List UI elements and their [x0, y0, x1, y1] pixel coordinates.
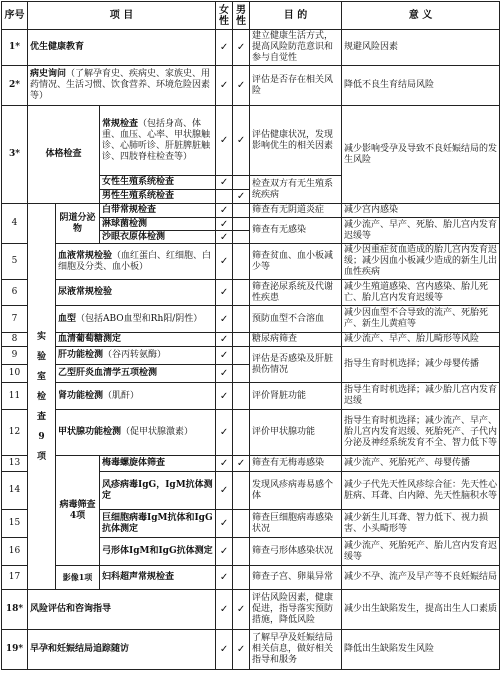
sub-item: 沙眼衣原体检测: [100, 231, 216, 244]
row-no: 14: [2, 472, 28, 510]
male-empty: [233, 218, 250, 231]
male-empty: [233, 280, 250, 306]
row-meaning: 减少子代先天性风疹综合征：先天性心脏病、耳聋、白内障、先天性脑积水等: [342, 472, 500, 510]
male-empty: [233, 383, 250, 410]
table-header-row: [2, 2, 500, 30]
row-meaning: 指导生育时机选择；减少流产、早产、胎儿宫内发育迟缓、死胎死产、子代内分泌及神经系统发育不全、智力低下等: [342, 410, 500, 456]
table-row: [2, 66, 500, 106]
table-row: [2, 347, 500, 365]
male-empty: [233, 231, 250, 244]
male-check: ✓: [233, 190, 250, 204]
female-check: ✓: [216, 231, 233, 244]
female-check: ✓: [216, 383, 233, 410]
table-row: [2, 244, 500, 280]
row-no: 8: [2, 333, 28, 347]
header-meaning: 意 义: [342, 2, 500, 30]
male-empty: [233, 472, 250, 510]
male-empty: [233, 538, 250, 566]
row-no: 9: [2, 347, 28, 365]
table-row: [2, 456, 500, 472]
row-meaning: 减少新生儿耳聋、智力低下、视力损害、小头畸形等: [342, 510, 500, 538]
row-no: 7: [2, 306, 28, 333]
row-meaning: 减少因重症贫血造成的胎儿宫内发育迟缓；减少因血小板减少造成的新生儿出血性疾病: [342, 244, 500, 280]
row-item: 乙型肝炎血清学五项检测: [56, 365, 216, 383]
row-purpose: 评价肾脏功能: [250, 383, 342, 410]
table-row: [2, 410, 500, 456]
row-purpose: 评估健康状况，发现影响优生的相关因素: [250, 106, 342, 176]
row-item: 优生健康教育: [28, 30, 216, 66]
male-empty: [233, 333, 250, 347]
row-no: 3*: [2, 106, 28, 204]
header-item: 项 目: [28, 2, 216, 30]
item-detail: （包括身高、体重、血压、心率、甲状腺触诊、心肺听诊、肝脏脾脏触诊、四肢脊柱检查等）: [102, 118, 211, 162]
row-item: 血清葡萄糖测定: [56, 333, 216, 347]
row-purpose: 评估风险因素，健康促进，指导落实预防措施，降低风险: [250, 590, 342, 630]
table-row: [2, 383, 500, 410]
row-purpose: 检查双方有无生殖系统疾病: [250, 176, 342, 204]
table-row: [2, 280, 500, 306]
table-row: [2, 590, 500, 630]
header-no: 序号: [2, 2, 28, 30]
item-detail: （血红蛋白、红细胞、白细胞及分类、血小板）: [58, 250, 212, 272]
male-check: ✓: [233, 66, 250, 106]
male-empty: [233, 204, 250, 218]
female-check: ✓: [216, 566, 233, 590]
item-detail: （包括ABO血型和Rh阳/阴性）: [76, 313, 203, 324]
male-empty: [233, 566, 250, 590]
female-check: ✓: [216, 204, 233, 218]
row-no: 11: [2, 383, 28, 410]
row-purpose: 评估是否感染及肝脏损伤情况: [250, 347, 342, 383]
sub-item: 风疹病毒IgG，IgM抗体测定: [100, 472, 216, 510]
table-row: [2, 333, 500, 347]
row-no: 19*: [2, 630, 28, 670]
row-purpose: 了解早孕及妊娠结局相关信息，做好相关指导和服务: [250, 630, 342, 670]
female-check: ✓: [216, 347, 233, 365]
row-meaning: 减少流产、早产、死胎、胎儿宫内发育迟缓等: [342, 218, 500, 244]
item-detail: （肌酐）: [103, 390, 140, 401]
row-meaning: 降低出生缺陷发生风险: [342, 630, 500, 670]
row-meaning: 减少不孕、流产及早产等不良妊娠结局: [342, 566, 500, 590]
row-meaning: 减少流产、死胎死产、胎儿宫内发育迟缓等: [342, 538, 500, 566]
sub-item: 男性生殖系统检查: [100, 190, 216, 204]
male-check: ✓: [233, 30, 250, 66]
row-meaning: 规避风险因素: [342, 30, 500, 66]
male-empty: [233, 365, 250, 383]
imaging-group-label: 影像1项: [56, 566, 100, 590]
sub-item: 妇科超声常规检查: [100, 566, 216, 590]
eugenics-checkup-table: [1, 1, 500, 670]
row-no: 2*: [2, 66, 28, 106]
row-no: 6: [2, 280, 28, 306]
row-no: 17: [2, 566, 28, 590]
male-empty: [233, 176, 250, 190]
row-meaning: 减少流产、死胎死产、母婴传播: [342, 456, 500, 472]
row-meaning: 减少因血型不合导致的流产、死胎死产、新生儿黄疸等: [342, 306, 500, 333]
row-purpose: 筛查子宫、卵巢异常: [250, 566, 342, 590]
sub-item: 白带常规检查: [100, 204, 216, 218]
male-empty: [233, 306, 250, 333]
header-purpose: 目 的: [250, 2, 342, 30]
male-check: ✓: [233, 106, 250, 176]
infection-group-label: 病毒筛查 4项: [56, 456, 100, 566]
row-meaning: 降低不良生育结局风险: [342, 66, 500, 106]
vaginal-group-label: 阴道分泌物: [56, 204, 100, 244]
row-item: [56, 347, 216, 365]
item-detail: （促甲状腺激素）: [121, 427, 194, 437]
row-item: [56, 306, 216, 333]
male-check: ✓: [233, 456, 250, 472]
row-item: 早孕和妊娠结局追踪随访: [28, 630, 216, 670]
row-item: [56, 383, 216, 410]
row-no: 18*: [2, 590, 28, 630]
female-check: ✓: [216, 218, 233, 231]
female-check: ✓: [216, 472, 233, 510]
row-meaning: 减少影响受孕及导致不良妊娠结局的发生风险: [342, 106, 500, 204]
male-check: ✓: [233, 630, 250, 670]
lab-group-label: 实 验 室 检 查 9 项: [28, 204, 56, 590]
item-bold: 病史询问: [30, 69, 67, 79]
male-empty: [233, 244, 250, 280]
row-purpose: 筛查有无感染: [250, 218, 342, 244]
sub-item: 淋球菌检测: [100, 218, 216, 231]
table-row: [2, 566, 500, 590]
item-bold: 血液常规检验: [58, 250, 113, 261]
row-no: 12: [2, 410, 28, 456]
female-check: ✓: [216, 630, 233, 670]
sub-item: 弓形体IgM和IgG抗体测定: [100, 538, 216, 566]
female-check: ✓: [216, 106, 233, 176]
row-purpose: 评估是否存在相关风险: [250, 66, 342, 106]
female-check: ✓: [216, 280, 233, 306]
female-check: ✓: [216, 538, 233, 566]
item-bold: 甲状腺功能检测: [58, 427, 122, 437]
table-row: [2, 630, 500, 670]
female-check: ✓: [216, 590, 233, 630]
row-purpose: 建立健康生活方式，提高风险防范意识和参与自觉性: [250, 30, 342, 66]
row-purpose: 筛查贫血、血小板减少等: [250, 244, 342, 280]
male-empty: [233, 410, 250, 456]
table-row: [2, 30, 500, 66]
item-bold: 肝功能检测: [58, 350, 104, 360]
row-meaning: 减少出生缺陷发生，提高出生人口素质: [342, 590, 500, 630]
row-purpose: 评价甲状腺功能: [250, 410, 342, 456]
female-check: ✓: [216, 244, 233, 280]
female-check: ✓: [216, 410, 233, 456]
female-check: ✓: [216, 456, 233, 472]
row-purpose: 筛查弓形体感染状况: [250, 538, 342, 566]
female-check: ✓: [216, 365, 233, 383]
row-purpose: 发现风疹病毒易感个体: [250, 472, 342, 510]
header-male: 男性: [233, 2, 250, 30]
item-detail: （谷丙转氨酶）: [103, 350, 167, 360]
row-no: 13: [2, 456, 28, 472]
row-no: 4: [2, 204, 28, 244]
sub-item: 梅毒螺旋体筛查: [100, 456, 216, 472]
row-no: 16: [2, 538, 28, 566]
row-meaning: 减少宫内感染: [342, 204, 500, 218]
female-check: ✓: [216, 66, 233, 106]
row-purpose: 筛查有无阴道炎症: [250, 204, 342, 218]
item-bold: 常规检查: [102, 118, 139, 129]
row-meaning: 减少生殖道感染、宫内感染、胎儿死亡、胎儿宫内发育迟缓等: [342, 280, 500, 306]
row-no: 15: [2, 510, 28, 538]
item-bold: 肾功能检测: [58, 390, 104, 401]
row-item: [56, 244, 216, 280]
male-check: ✓: [233, 590, 250, 630]
row-purpose: 筛查有无梅毒感染: [250, 456, 342, 472]
item-detail: （了解孕育史、疾病史、家族史、用药情况、生活习惯、饮食营养、环境危险因素等）: [30, 69, 211, 101]
row-item: 体格检查: [28, 106, 100, 204]
male-empty: [233, 347, 250, 365]
row-purpose: 筛查巨细胞病毒感染状况: [250, 510, 342, 538]
row-meaning: 指导生育时机选择；减少母婴传播: [342, 347, 500, 383]
row-meaning: 减少流产、早产、胎儿畸形等风险: [342, 333, 500, 347]
row-no: 5: [2, 244, 28, 280]
female-check: ✓: [216, 333, 233, 347]
table-row: [2, 306, 500, 333]
row-item: 风险评估和咨询指导: [28, 590, 216, 630]
sub-item: 女性生殖系统检查: [100, 176, 216, 190]
female-check: ✓: [216, 510, 233, 538]
female-check: ✓: [216, 306, 233, 333]
row-no: 10: [2, 365, 28, 383]
header-female: 女性: [216, 2, 233, 30]
row-item: [28, 66, 216, 106]
row-purpose: 糖尿病筛查: [250, 333, 342, 347]
table-row: [2, 204, 500, 218]
sub-item: [100, 106, 216, 176]
table-row: [2, 106, 500, 176]
row-item: [56, 410, 216, 456]
row-item: 尿液常规检验: [56, 280, 216, 306]
row-purpose: 预防血型不合溶血: [250, 306, 342, 333]
female-check: ✓: [216, 176, 233, 190]
male-empty: [233, 510, 250, 538]
female-check: ✓: [216, 30, 233, 66]
sub-item: 巨细胞病毒IgM抗体和IgG抗体测定: [100, 510, 216, 538]
row-no: 1*: [2, 30, 28, 66]
row-purpose: 筛查泌尿系统及代谢性疾患: [250, 280, 342, 306]
row-meaning: 指导生育时机选择；减少胎儿宫内发育迟缓: [342, 383, 500, 410]
female-empty: [216, 190, 233, 204]
item-bold: 血型: [58, 313, 77, 324]
